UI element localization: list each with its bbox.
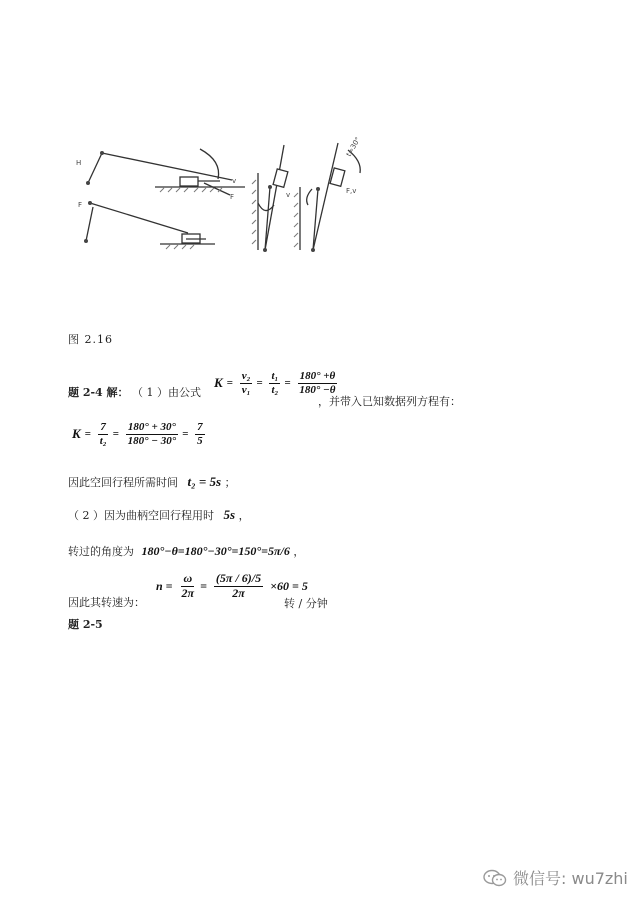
step1-suffix: ，并带入已知数据列方程有： — [318, 395, 461, 408]
formula-k-frac2-den: t₂ — [271, 383, 279, 396]
formula-sub-frac2 — [126, 421, 178, 447]
formula-k-frac3-num: 180° +θ — [299, 370, 336, 382]
step2-suffix: ， — [238, 509, 250, 522]
watermark — [483, 866, 628, 889]
problem-2-4-line1 — [68, 384, 201, 400]
formula-k-frac1-num: v₂ — [241, 370, 251, 382]
speed-formula-tail: ×60 = 5 — [270, 578, 308, 593]
step2-formula: 5s — [223, 507, 236, 522]
speed-formula: n = $\frac{\omega}{2\pi}$ = $\frac{(5\pi / 6)/5}{2\pi}$ ×60 = 5 — [156, 571, 308, 600]
figure-caption: 图 2.16 — [68, 333, 113, 346]
formula-k-lhs: K — [214, 375, 223, 391]
speed-formula-frac1-num: ω — [183, 571, 193, 585]
speed-formula-frac2-den: 2π — [232, 585, 245, 600]
speed-formula-frac1-den: 2π — [181, 585, 195, 600]
speed-formula-frac1 — [180, 572, 197, 601]
angle-suffix: ， — [293, 545, 305, 558]
formula-sub-frac2-num: 180° + 30° — [127, 421, 176, 433]
label-left-bottom-f: F — [78, 201, 83, 209]
speed-text: 因此其转速为： — [68, 596, 145, 609]
formula-sub-frac3-den: 5 — [197, 434, 203, 447]
watermark-text: 微信号: wu7zhi — [513, 869, 628, 888]
formula-sub-frac3-num: 7 — [197, 421, 203, 433]
formula-k-frac2-num: t₁ — [271, 370, 279, 382]
label-left-h: H — [76, 159, 82, 167]
mechanism-diagram — [60, 135, 400, 270]
formula-k-frac1 — [240, 370, 253, 396]
figure-2-16 — [60, 135, 400, 270]
speed-unit: 转 / 分钟 — [284, 597, 328, 610]
label-right-angle: t=30° — [344, 135, 363, 158]
speed-formula-frac2-num: (5π / 6)/5 — [215, 571, 262, 585]
return-time-line — [68, 474, 236, 490]
step2-line — [68, 507, 250, 523]
step2-text: （ 2 ）因为曲柄空回行程用时 — [68, 509, 214, 522]
formula-sub-frac1 — [98, 421, 109, 447]
problem-2-5-heading: 题 2-5 — [68, 618, 103, 631]
wechat-icon — [483, 869, 507, 887]
angle-line — [68, 543, 304, 559]
formula-sub-frac2-den: 180° − 30° — [127, 434, 177, 447]
formula-sub-frac1-den: t₂ — [99, 434, 107, 447]
label-left-f: F — [230, 193, 235, 201]
formula-k-frac2 — [269, 370, 280, 396]
speed-formula-frac2 — [214, 572, 263, 601]
formula-sub-lhs: K — [72, 426, 81, 442]
formula-sub-frac3 — [195, 421, 205, 447]
return-time-suffix: ； — [224, 476, 236, 489]
angle-formula: 180°−θ=180°−30°=150°=5π/6 — [141, 544, 290, 558]
return-time-text: 因此空回行程所需时间 — [68, 476, 178, 489]
speed-formula-lhs: n = — [156, 578, 173, 593]
return-time-formula: t₂ = 5s — [187, 474, 222, 489]
problem-2-4-heading: 题 2-4 解： — [68, 386, 129, 399]
formula-k-frac1-den: v₁ — [241, 383, 251, 396]
formula-k: K = $\frac{\text{v₂}}{\text{v₁}}$ = $\frac{\text{t₁}}{\text{t₂}}$ = $\frac{180^\circ +\theta}{180^\circ -\theta}$ — [214, 370, 336, 396]
angle-text: 转过的角度为 — [68, 545, 134, 558]
label-right-fv: F,v — [346, 187, 357, 195]
label-left-v: v — [232, 177, 237, 185]
label-right-v: v — [286, 191, 291, 199]
formula-substituted: K = $\frac{7}{\text{t₂}}$ = $\frac{180^\circ + 30^\circ}{180^\circ - 30^\circ}$ = $\frac{7}{5}$ — [72, 421, 203, 447]
step1-text: （ 1 ）由公式 — [132, 386, 202, 399]
formula-sub-frac1-num: 7 — [100, 421, 106, 433]
formula-k-frac3-den: 180° −θ — [299, 383, 336, 396]
